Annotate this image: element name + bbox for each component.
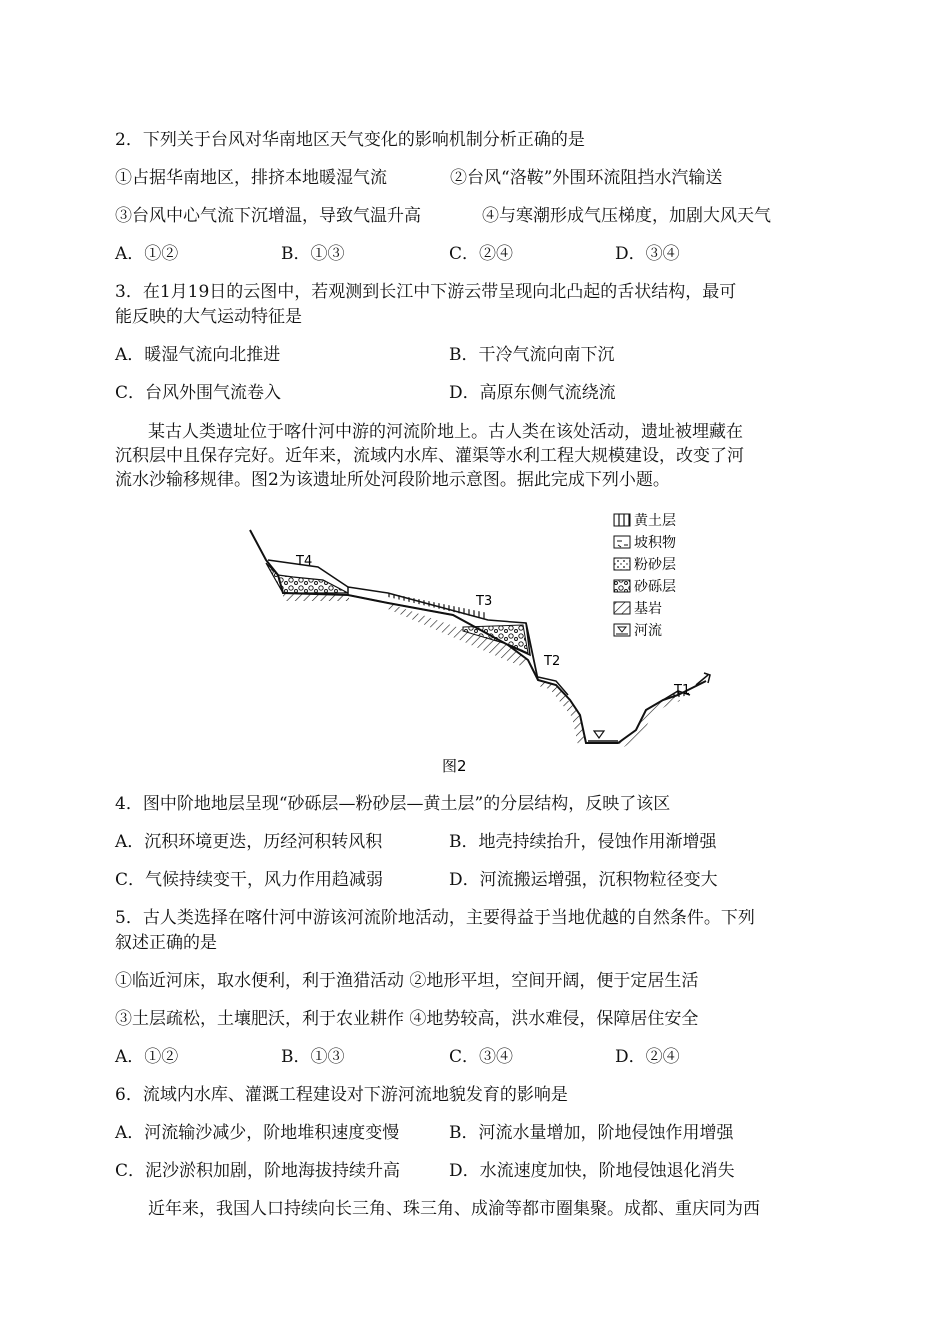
q6-stem: 6．流域内水库、灌溉工程建设对下游河流地貌发育的影响是 (115, 1085, 568, 1105)
q2-option-c: C．②④ (449, 244, 514, 264)
q4-option-d: D．河流搬运增强，沉积物粒径变大 (449, 870, 718, 890)
q5-option-b: B．①③ (281, 1047, 345, 1067)
q3-option-d: D．高原东侧气流绕流 (449, 383, 616, 403)
legend-swatch-slope (614, 536, 630, 548)
figure-caption: 图2 (442, 757, 467, 775)
label-t4: T4 (296, 554, 313, 569)
q6-option-c: C．泥沙淤积加剧，阶地海拔持续升高 (115, 1161, 401, 1181)
q3-option-c: C．台风外围气流卷入 (115, 383, 282, 403)
q2-statement-3: ③台风中心气流下沉增温，导致气温升高 (115, 206, 421, 226)
q5-option-c: C．③④ (449, 1047, 514, 1067)
legend-label-loess: 黄土层 (634, 513, 676, 529)
legend-label-bedrock: 基岩 (634, 601, 662, 617)
legend-swatch-loess (614, 514, 630, 526)
q4-option-a: A．沉积环境更迭，历经河积转风积 (115, 832, 383, 852)
q2-stem: 2．下列关于台风对华南地区天气变化的影响机制分析正确的是 (115, 130, 585, 150)
q5-statements-1: ①临近河床，取水便利，利于渔猎活动 ②地形平坦，空间开阔，便于定居生活 (115, 971, 699, 991)
legend-label-gravel: 砂砾层 (634, 579, 676, 595)
legend (614, 512, 676, 639)
label-t3: T3 (476, 594, 493, 609)
q4-stem: 4．图中阶地地层呈现“砂砾层—粉砂层—黄土层”的分层结构，反映了该区 (115, 794, 671, 814)
q6-option-a: A．河流输沙减少，阶地堆积速度变慢 (115, 1123, 400, 1143)
legend-label-slope: 坡积物 (634, 535, 676, 551)
q6-option-b: B．河流水量增加，阶地侵蚀作用增强 (449, 1123, 734, 1143)
label-t1: T1 (674, 683, 691, 698)
q4-option-c: C．气候持续变干，风力作用趋减弱 (115, 870, 384, 890)
q2-option-b: B．①③ (281, 244, 345, 264)
legend-label-river: 河流 (634, 623, 662, 639)
passage-line3: 流水沙输移规律。图2为该遗址所处河段阶地示意图。据此完成下列小题。 (115, 470, 670, 490)
passage2-line1: 近年来，我国人口持续向长三角、珠三角、成渝等都市圈集聚。成都、重庆同为西 (148, 1199, 760, 1219)
q3-stem-line1: 3．在1月19日的云图中，若观测到长江中下游云带呈现向北凸起的舌状结构，最可 (115, 282, 737, 302)
legend-label-silt: 粉砂层 (634, 557, 676, 573)
bedrock-t1 (618, 695, 680, 747)
q2-option-d: D．③④ (615, 244, 680, 264)
water-level-icon (594, 731, 604, 738)
legend-swatch-bedrock (614, 602, 630, 614)
q5-statements-2: ③土层疏松，土壤肥沃，利于农业耕作 ④地势较高，洪水难侵，保障居住安全 (115, 1009, 699, 1029)
legend-swatch-gravel (614, 580, 630, 592)
q5-option-a: A．①② (115, 1047, 179, 1067)
q5-stem-line1: 5．古人类选择在喀什河中游该河流阶地活动，主要得益于当地优越的自然条件。下列 (115, 908, 755, 928)
q2-statement-4: ④与寒潮形成气压梯度，加剧大风天气 (482, 206, 771, 226)
q2-statement-1: ①占据华南地区，排挤本地暖湿气流 (115, 168, 387, 188)
q2-statement-2: ②台风“洛鞍”外围环流阻挡水汽输送 (450, 168, 723, 188)
label-t2: T2 (544, 654, 561, 669)
passage-line2: 沉积层中且保存完好。近年来，流域内水库、灌渠等水利工程大规模建设，改变了河 (115, 446, 744, 466)
passage-line1: 某古人类遗址位于喀什河中游的河流阶地上。古人类在该处活动，遗址被埋藏在 (148, 422, 743, 442)
q5-option-d: D．②④ (615, 1047, 680, 1067)
q3-option-b: B．干冷气流向南下沉 (449, 345, 615, 365)
q6-option-d: D．水流速度加快，阶地侵蚀退化消失 (449, 1161, 735, 1181)
q2-option-a: A．①② (115, 244, 179, 264)
q3-option-a: A．暖湿气流向北推进 (115, 345, 281, 365)
q3-stem-line2: 能反映的大气运动特征是 (115, 307, 302, 327)
q5-stem-line2: 叙述正确的是 (115, 933, 217, 953)
terrace-diagram (238, 505, 718, 777)
legend-swatch-silt (614, 558, 630, 570)
q4-option-b: B．地壳持续抬升，侵蚀作用渐增强 (449, 832, 717, 852)
